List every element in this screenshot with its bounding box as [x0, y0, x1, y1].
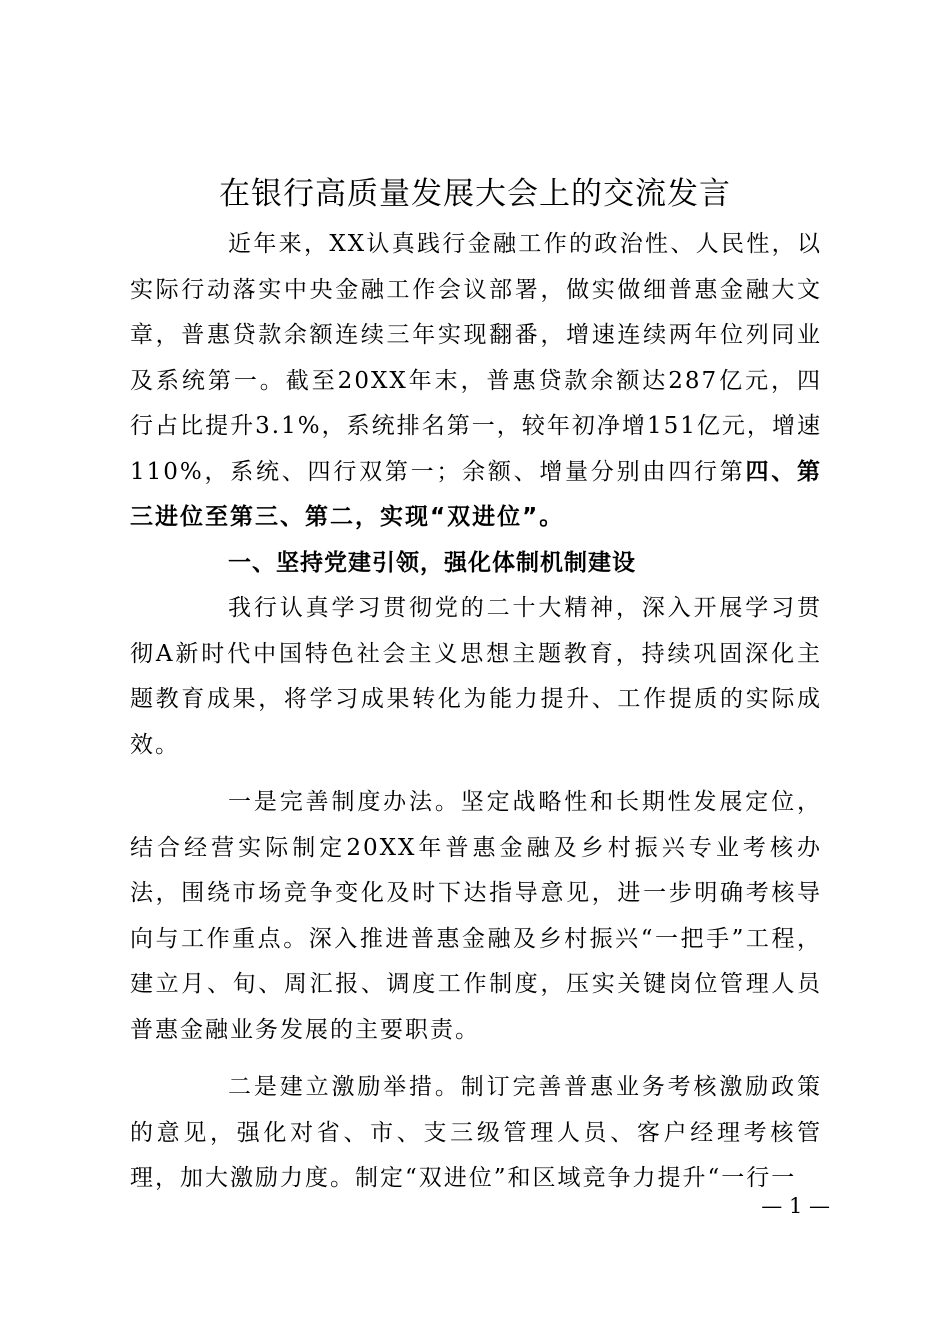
- intro-bold-text: 四、第三进位至第三、第二，实现“双进位”。: [130, 458, 823, 530]
- paragraph-1: 我行认真学习贯彻党的二十大精神，深入开展学习贯彻A新时代中国特色社会主义思想主题教育，持续巩固深化主题教育成果，将学习成果转化为能力提升、工作提质的实际成效。: [130, 595, 822, 758]
- section-heading-1: 一、坚持党建引领，强化体制机制建设: [228, 549, 636, 576]
- paragraph-3: 二是建立激励举措。制订完善普惠业务考核激励政策的意见，强化对省、市、支三级管理人员、客户经理考核管理，加大激励力度。制定“双进位”和区域竞争力提升“一行一: [130, 1074, 822, 1191]
- page-number: — 1 —: [761, 1194, 830, 1218]
- document-title: 在银行高质量发展大会上的交流发言: [219, 176, 731, 212]
- document-body: [130, 222, 822, 1202]
- intro-text: 近年来，XX认真践行金融工作的政治性、人民性，以实际行动落实中央金融工作会议部署，做实做细普惠金融大文章，普惠贷款余额连续三年实现翻番，增速连续两年位列同业及系统第一。截至20XX年末，普惠贷款余额达287亿元，四行占比提升3.1%，系统排名第一，较年初净增151亿元，增速110%，系统、四行双第一；余额、增量分别由四行第: [130, 231, 822, 485]
- intro-paragraph: [130, 222, 822, 541]
- paragraph-2: 一是完善制度办法。坚定战略性和长期性发展定位，结合经营实际制定20XX年普惠金融及乡村振兴专业考核办法，围绕市场竞争变化及时下达指导意见，进一步明确考核导向与工作重点。深入推进普惠金融及乡村振兴“一把手”工程，建立月、旬、周汇报、调度工作制度，压实关键岗位管理人员普惠金融业务发展的主要职责。: [130, 789, 822, 1043]
